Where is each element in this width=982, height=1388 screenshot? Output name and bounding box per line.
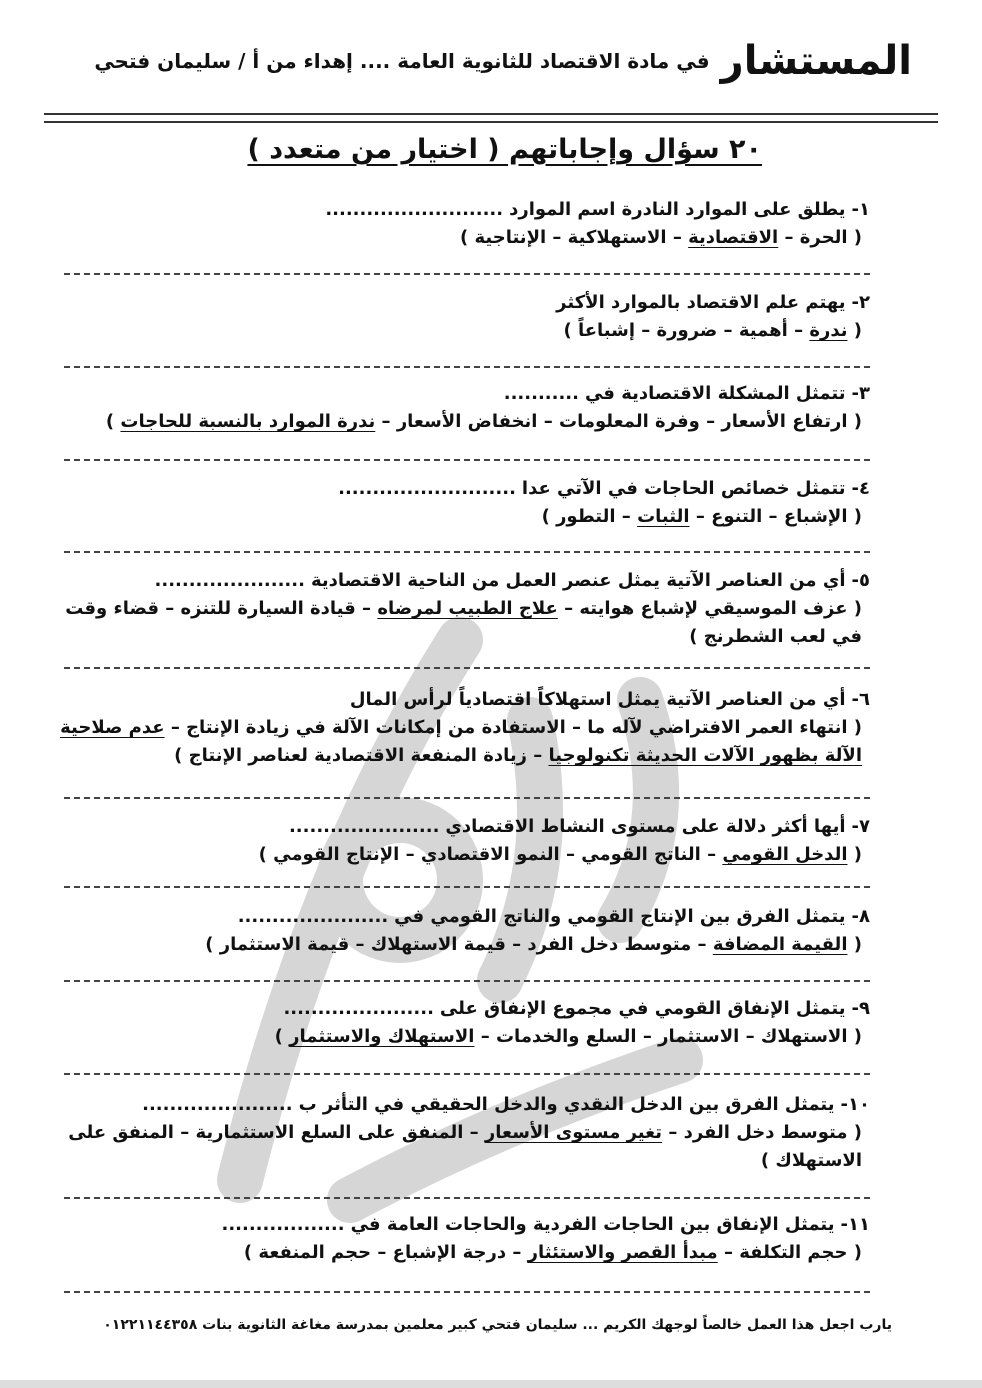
question-options bbox=[60, 317, 862, 345]
question-item bbox=[60, 995, 870, 1051]
question-text: أيها أكثر دلالة على مستوى النشاط الاقتصادي bbox=[445, 816, 846, 837]
question-stem bbox=[60, 1091, 870, 1119]
correct-answer: ندرة الموارد بالنسبة للحاجات bbox=[120, 411, 376, 432]
question-text: يتمثل الفرق بين الدخل النقدي والدخل الحقيقي في التأثر ب bbox=[298, 1094, 835, 1115]
question-stem bbox=[60, 995, 870, 1023]
options-after-answer: ) bbox=[274, 1026, 290, 1047]
question-separator bbox=[64, 1073, 870, 1075]
page-header bbox=[94, 38, 912, 84]
question-stem bbox=[60, 196, 870, 224]
options-before-answer: ( حجم التكلفة – bbox=[717, 1242, 862, 1263]
question-item bbox=[60, 903, 870, 959]
question-number: ١١- bbox=[840, 1214, 870, 1235]
options-before-answer: ( bbox=[847, 934, 862, 955]
header-subtitle: في مادة الاقتصاد للثانوية العامة .... إهداء من أ / سليمان فتحي bbox=[94, 49, 710, 73]
question-item bbox=[60, 813, 870, 869]
question-number: ٨- bbox=[851, 906, 870, 927]
answer-blank: .......................... bbox=[338, 478, 516, 499]
correct-answer: ندرة bbox=[809, 320, 848, 341]
question-options bbox=[60, 503, 862, 531]
correct-answer: القيمة المضافة bbox=[712, 934, 848, 955]
question-stem bbox=[60, 1211, 870, 1239]
question-stem bbox=[60, 813, 870, 841]
question-item bbox=[60, 1091, 870, 1175]
question-number: ٤- bbox=[851, 478, 870, 499]
question-text: أي من العناصر الآتية يمثل عنصر العمل من الناحية الاقتصادية bbox=[310, 570, 846, 591]
options-after-answer: – درجة الإشباع – حجم المنفعة ) bbox=[243, 1242, 528, 1263]
correct-answer: علاج الطبيب لمرضاه bbox=[377, 598, 558, 619]
question-number: ١- bbox=[851, 199, 870, 220]
question-separator bbox=[64, 1291, 870, 1293]
question-options bbox=[60, 595, 862, 651]
question-options bbox=[60, 1239, 862, 1267]
question-text: يهتم علم الاقتصاد بالموارد الأكثر bbox=[556, 292, 846, 313]
question-number: ٥- bbox=[851, 570, 870, 591]
question-separator bbox=[64, 667, 870, 669]
question-number: ١٠- bbox=[840, 1094, 870, 1115]
question-item bbox=[60, 1211, 870, 1267]
answer-blank: .......................... bbox=[325, 199, 504, 220]
answer-blank: ...................... bbox=[283, 998, 434, 1019]
question-options bbox=[60, 841, 862, 869]
answer-blank: ...................... bbox=[142, 1094, 293, 1115]
question-separator bbox=[64, 551, 870, 553]
correct-answer: الدخل القومي bbox=[722, 844, 848, 865]
correct-answer: الاقتصادية bbox=[688, 227, 779, 248]
answer-blank: ...................... bbox=[237, 906, 389, 927]
question-separator bbox=[64, 1197, 870, 1199]
question-stem bbox=[60, 567, 870, 595]
question-text: تتمثل المشكلة الاقتصادية في bbox=[584, 383, 846, 404]
options-before-answer: ( ارتفاع الأسعار – وفرة المعلومات – انخفاض الأسعار – bbox=[375, 411, 862, 432]
answer-blank: .................. bbox=[221, 1214, 345, 1235]
question-stem bbox=[60, 380, 870, 408]
options-before-answer: ( عزف الموسيقي لإشباع هوايته – bbox=[557, 598, 862, 619]
answer-blank: ...................... bbox=[154, 570, 305, 591]
question-stem bbox=[60, 289, 870, 317]
options-after-answer: – متوسط دخل الفرد – قيمة الاستهلاك – قيمة الاستثمار ) bbox=[205, 934, 713, 955]
question-stem bbox=[60, 903, 870, 931]
header-separator bbox=[44, 113, 938, 123]
question-number: ٩- bbox=[851, 998, 870, 1019]
question-separator bbox=[64, 797, 870, 799]
footer-note: يارب اجعل هذا العمل خالصاً لوجهك الكريم ... سليمان فتحي كبير معلمين بمدرسة مغاغة الثانوية بنات ٠١٢٢١١٤٤٣٥٨ bbox=[103, 1317, 892, 1333]
question-separator bbox=[64, 886, 870, 888]
question-item bbox=[60, 196, 870, 252]
question-text: يتمثل الإنفاق القومي في مجموع الإنفاق على bbox=[439, 998, 846, 1019]
options-after-answer: – الناتج القومي – النمو الاقتصادي – الإنتاج القومي ) bbox=[258, 844, 723, 865]
question-item bbox=[60, 289, 870, 345]
question-text: يطلق على الموارد النادرة اسم الموارد bbox=[509, 199, 846, 220]
correct-answer: الثبات bbox=[637, 506, 690, 527]
options-before-answer: ( الاستهلاك – الاستثمار – السلع والخدمات – bbox=[474, 1026, 862, 1047]
question-number: ٧- bbox=[851, 816, 870, 837]
options-before-answer: ( متوسط دخل الفرد – bbox=[662, 1122, 862, 1143]
question-separator bbox=[64, 459, 870, 461]
question-options bbox=[60, 408, 862, 436]
options-after-answer: – قيادة السيارة للتنزه – قضاء وقت في لعب الشطرنج ) bbox=[65, 598, 862, 647]
options-before-answer: ( bbox=[847, 320, 862, 341]
question-text: يتمثل الفرق بين الإنتاج القومي والناتج القومي في bbox=[394, 906, 846, 927]
question-separator bbox=[64, 366, 870, 368]
options-after-answer: ) bbox=[105, 411, 121, 432]
options-after-answer: – زيادة المنفعة الاقتصادية لعناصر الإنتاج ) bbox=[174, 745, 549, 766]
question-separator bbox=[64, 980, 870, 982]
correct-answer: مبدأ القصر والاستئثار bbox=[527, 1242, 718, 1263]
question-options bbox=[60, 714, 862, 770]
answer-blank: ...................... bbox=[288, 816, 440, 837]
question-text: يتمثل الإنفاق بين الحاجات الفردية والحاجات العامة في bbox=[350, 1214, 835, 1235]
question-options bbox=[60, 931, 862, 959]
question-item bbox=[60, 475, 870, 531]
question-text: أي من العناصر الآتية يمثل استهلاكاً اقتصادياً لرأس المال bbox=[349, 689, 846, 710]
options-after-answer: – المنفق على السلع الاستثمارية – المنفق على الاستهلاك ) bbox=[68, 1122, 862, 1171]
question-separator bbox=[64, 273, 870, 275]
page-title: ٢٠ سؤال وإجاباتهم ( اختيار من متعدد ) bbox=[247, 134, 762, 165]
options-after-answer: – التطور ) bbox=[541, 506, 638, 527]
question-item bbox=[60, 686, 870, 770]
options-before-answer: ( الإشباع – التنوع – bbox=[689, 506, 862, 527]
question-stem bbox=[60, 475, 870, 503]
options-before-answer: ( انتهاء العمر الافتراضي لآله ما – الاستفادة من إمكانات الآلة في زيادة الإنتاج – bbox=[164, 717, 862, 738]
question-number: ٦- bbox=[851, 689, 870, 710]
correct-answer: الاستهلاك والاستثمار bbox=[289, 1026, 475, 1047]
answer-blank: ........... bbox=[503, 383, 579, 404]
question-number: ٢- bbox=[851, 292, 870, 313]
question-options bbox=[60, 1023, 862, 1051]
correct-answer: عدم صلاحية الآلة بظهور الآلات الحديثة تكنولوجيا bbox=[60, 717, 862, 766]
correct-answer: تغير مستوى الأسعار bbox=[484, 1122, 663, 1143]
options-before-answer: ( الحرة – bbox=[778, 227, 862, 248]
options-after-answer: – الاستهلاكية – الإنتاجية ) bbox=[459, 227, 689, 248]
question-text: تتمثل خصائص الحاجات في الآتي عدا bbox=[521, 478, 846, 499]
options-before-answer: ( bbox=[847, 844, 862, 865]
question-stem bbox=[60, 686, 870, 714]
question-item bbox=[60, 567, 870, 651]
page-bottom-edge bbox=[0, 1380, 982, 1388]
brand-title: المستشار bbox=[720, 38, 912, 84]
question-options bbox=[60, 1119, 862, 1175]
question-options bbox=[60, 224, 862, 252]
question-item bbox=[60, 380, 870, 436]
question-number: ٣- bbox=[851, 383, 870, 404]
options-after-answer: – أهمية – ضرورة – إشباعاً ) bbox=[563, 320, 810, 341]
